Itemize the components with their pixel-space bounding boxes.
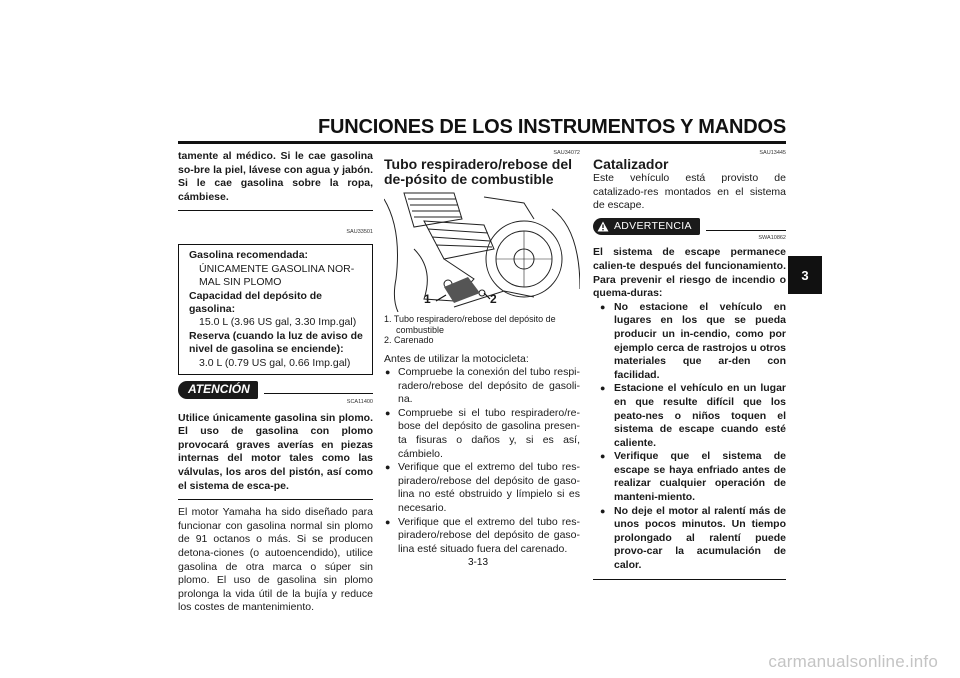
caption-item-cont: combustible [396, 324, 445, 335]
spec-label: nivel de gasolina se enciende): [189, 343, 344, 356]
fuel-spec-box [178, 244, 373, 375]
section-heading: Tubo respiradero/rebose del de-pósito de combustible [384, 156, 573, 187]
attention-label: ATENCIÓN [178, 381, 258, 399]
spec-label: Reserva (cuando la luz de aviso de [189, 329, 363, 342]
list-item: ● Verifique que el sistema de escape se haya enfriado antes de realizar cualquier operación de manteni-miento. [593, 450, 786, 504]
column-3 [593, 150, 786, 586]
warning-code: SWA10862 [758, 235, 786, 242]
label-rule [706, 230, 786, 231]
list-item: ● Verifique que el extremo del tubo res-piradero/rebose del depósito de gaso-lina no esté obstruido y límpielo si es necesario. [384, 461, 580, 515]
callout-1: 1 [424, 292, 431, 306]
engine-drawing [384, 189, 580, 312]
section-code: SAU13445 [759, 150, 786, 156]
section-heading: Catalizador [593, 156, 669, 172]
list-item: ● No deje el motor al ralentí más de unos pocos minutos. Un tiempo prolongado al ralentí puede provo-car la acumulación de calor. [593, 505, 786, 573]
page-title: FUNCIONES DE LOS INSTRUMENTOS Y MANDOS [317, 116, 786, 138]
list-item: ● No estacione el vehículo en lugares en los que se pueda producir un in-cendio, como por ejemplo cerca de rastrojos u otros materiales que ar-den con facilidad. [593, 301, 786, 383]
attention-header [178, 381, 373, 399]
callout-2: 2 [490, 292, 497, 306]
label-rule [264, 393, 373, 394]
attention-text: Utilice únicamente gasolina sin plomo. El uso de gasolina con plomo provocará graves averías en piezas internas del motor tales como las válvulas, los aros del pistón, así como el sistema de esca-pe. [178, 411, 373, 492]
spec-value: MAL SIN PLOMO [199, 276, 282, 289]
column-1 [178, 150, 373, 615]
fuel-warning-continuation: tamente al médico. Si le cae gasolina so-bre la piel, lávese con agua y jabón. Si le cae gasolina sobre la ropa, cámbiese. [178, 150, 373, 203]
figure-caption [384, 314, 580, 346]
section-code: SAU34072 [553, 150, 580, 156]
spec-value: 15.0 L (3.96 US gal, 3.30 Imp.gal) [199, 316, 357, 329]
attention-code: SCA11400 [346, 398, 373, 405]
warning-label-text: ADVERTENCIA [614, 219, 692, 232]
section-code: SAU33501 [346, 229, 373, 236]
checklist-intro: Antes de utilizar la motocicleta: [384, 352, 529, 365]
list-item: ● Compruebe si el tubo respiradero/re-bose del depósito de gasolina presen-ta fisuras o daños y, si es así, cámbielo. [384, 407, 580, 461]
title-rule [178, 141, 786, 144]
spec-value: ÚNICAMENTE GASOLINA NOR- [199, 262, 355, 275]
column-2 [384, 150, 580, 556]
divider [593, 579, 786, 580]
catalyst-intro: Este vehículo está provisto de catalizado-res montados en el sistema de escape. [593, 172, 786, 212]
warning-header [593, 218, 786, 236]
divider [178, 210, 373, 211]
list-item: ● Compruebe la conexión del tubo respi-radero/rebose del depósito de gasoli-na. [384, 366, 580, 407]
spec-label: Capacidad del depósito de gasolina: [189, 289, 323, 315]
warning-text: El sistema de escape permanece calien-te después del funcionamiento. Para prevenir el riesgo de incendio o quema-duras: [593, 246, 786, 300]
watermark: carmanualsonline.info [768, 652, 938, 671]
spec-label: Gasolina recomendada: [189, 249, 309, 262]
list-item: ● Verifique que el extremo del tubo res-piradero/rebose del depósito de gaso-lina esté situado fuera del carenado. [384, 516, 580, 557]
chapter-tab[interactable]: 3 [788, 256, 822, 294]
caption-item: 1. Tubo respiradero/rebose del depósito de [384, 314, 556, 324]
page-number: 3-13 [468, 557, 489, 568]
caption-item: 2. Carenado [384, 335, 434, 345]
body-text: El motor Yamaha ha sido diseñado para funcionar con gasolina normal sin plomo de 91 octanos o más. Si se producen detona-ciones (o autoencendido), utilice gasolina de otra marca o súper sin plomo. El uso de gasolina sin plomo prolonga la vida útil de la bujía y reduce los costes de mantenimiento. [178, 506, 373, 614]
checklist [384, 366, 580, 556]
list-item: ● Estacione el vehículo en un lugar en que resulte difícil que los peato-nes o niños toquen el sistema de escape cuando esté caliente. [593, 382, 786, 450]
spec-value: 3.0 L (0.79 US gal, 0.66 Imp.gal) [199, 356, 351, 369]
warning-triangle-icon [597, 221, 609, 232]
engine-illustration [384, 189, 580, 312]
divider [178, 499, 373, 500]
warning-label [593, 218, 700, 236]
warning-list [593, 301, 786, 573]
